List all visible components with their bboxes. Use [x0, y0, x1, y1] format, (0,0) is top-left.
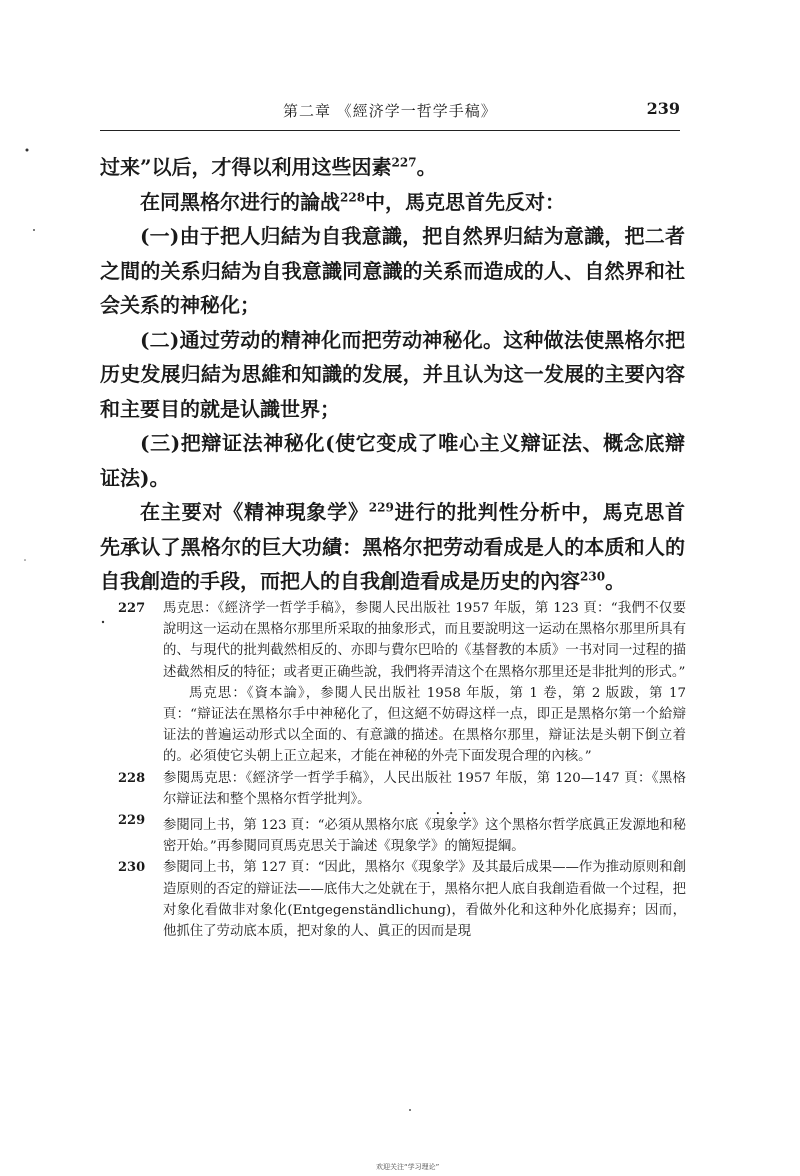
- footnote-text: 馬克思：《經济学一哲学手稿》，参閱人民出版社 1957 年版，第 123 頁：“我們不仅要說明这一运动在黑格尔那里所采取的抽象形式，而且要說明这一运动在黑格尔那里所具有的、与現代的批判截然相反的、亦即与費尔巴哈的《基督教的本质》一书对同一过程的描述截然相反的特征；或者更正确些說，我們将弄清这个在黑格尔那里还是非批判的形式。”: [163, 601, 686, 680]
- emphasized-term: 現象学: [431, 818, 472, 834]
- footnote-number: 227: [118, 601, 146, 616]
- running-title: 第二章 《經济学一哲学手稿》: [283, 102, 497, 120]
- footnote-ref-230[interactable]: 230: [580, 569, 606, 584]
- paragraph-4: (二)通过劳动的精神化而把劳动神秘化。这种做法使黑格尔把历史发展归結为思維和知識的发展，并且认为这一发展的主要內容和主要目的就是认識世界；: [100, 327, 685, 421]
- paragraph-1: 过来”以后，才得以利用这些因素$^{227}$。: [100, 155, 437, 179]
- footnote-text: 馬克思：《資本論》，参閱人民出版社 1958 年版，第 1 卷，第 2 版跋，第 17 頁：“辯证法在黑格尔手中神秘化了，但这絕不妨碍这样一点，即正是黑格尔第一个給辯证法的普遍运动形式以全面的、有意識的描述。在黑格尔那里，辯证法是头朝下倒立着的。必須使它头朝上正立起来，才能在神秘的外壳下面发現合理的內核。”: [163, 685, 686, 765]
- footnote-ref-229[interactable]: 229: [368, 500, 394, 515]
- paragraph-5: (三)把辯证法神秘化(使它变成了唯心主义辯证法、概念底辯证法)。: [100, 431, 685, 490]
- footnote-text: 参閱同上书，第 127 頁：“因此，黑格尔《現象学》及其最后成果——作为推动原则和創造原则的否定的辯证法——底伟大之处就在于，黑格尔把人底自我創造看做一个过程，把对象化看做非对象化(Entgegenständlichung)，看做外化和这种外化底揚弃；因而，他抓住了劳动底本质，把对象的人、眞正的因而是現: [163, 860, 686, 940]
- footnote-number: 229: [118, 813, 146, 829]
- footnote-number: 228: [118, 770, 146, 786]
- paragraph-2: 在同黑格尔进行的論战$^{228}$中，馬克思首先反对：: [140, 189, 566, 214]
- footnote-number: 230: [118, 860, 146, 876]
- page-number: 239: [646, 99, 680, 118]
- footnote-text: 参閱馬克思：《經济学一哲学手稿》，人民出版社 1957 年版，第 120—147 頁：《黑格尔辯证法和整个黑格尔哲学批判》。: [163, 770, 686, 807]
- footnote-ref-227[interactable]: 227: [391, 155, 417, 170]
- footnote-text: 参閱同上书，第 123 頁：“必須从黑格尔底《現象学》这个黑格尔哲学底眞正发源地和秘密开始。”再参閱同頁馬克思关于論述《現象学》的簡短提綱。: [163, 818, 687, 855]
- footnote-ref-228[interactable]: 228: [340, 189, 366, 204]
- bottom-watermark: 欢迎关注“学习理论”: [376, 1163, 440, 1171]
- paragraph-6: 在主要对《精神現象学》$^{229}$进行的批判性分析中，馬克思首先承认了黑格尔的巨大功績：黑格尔把劳动看成是人的本质和人的自我創造的手段，而把人的自我創造看成是历史的內容$^{230}$。: [100, 500, 686, 593]
- paragraph-3: (一)由于把人归結为自我意識，把自然界归結为意識，把二者之間的关系归結为自我意識同意識的关系而造成的人、自然界和社会关系的神秘化；: [100, 224, 685, 317]
